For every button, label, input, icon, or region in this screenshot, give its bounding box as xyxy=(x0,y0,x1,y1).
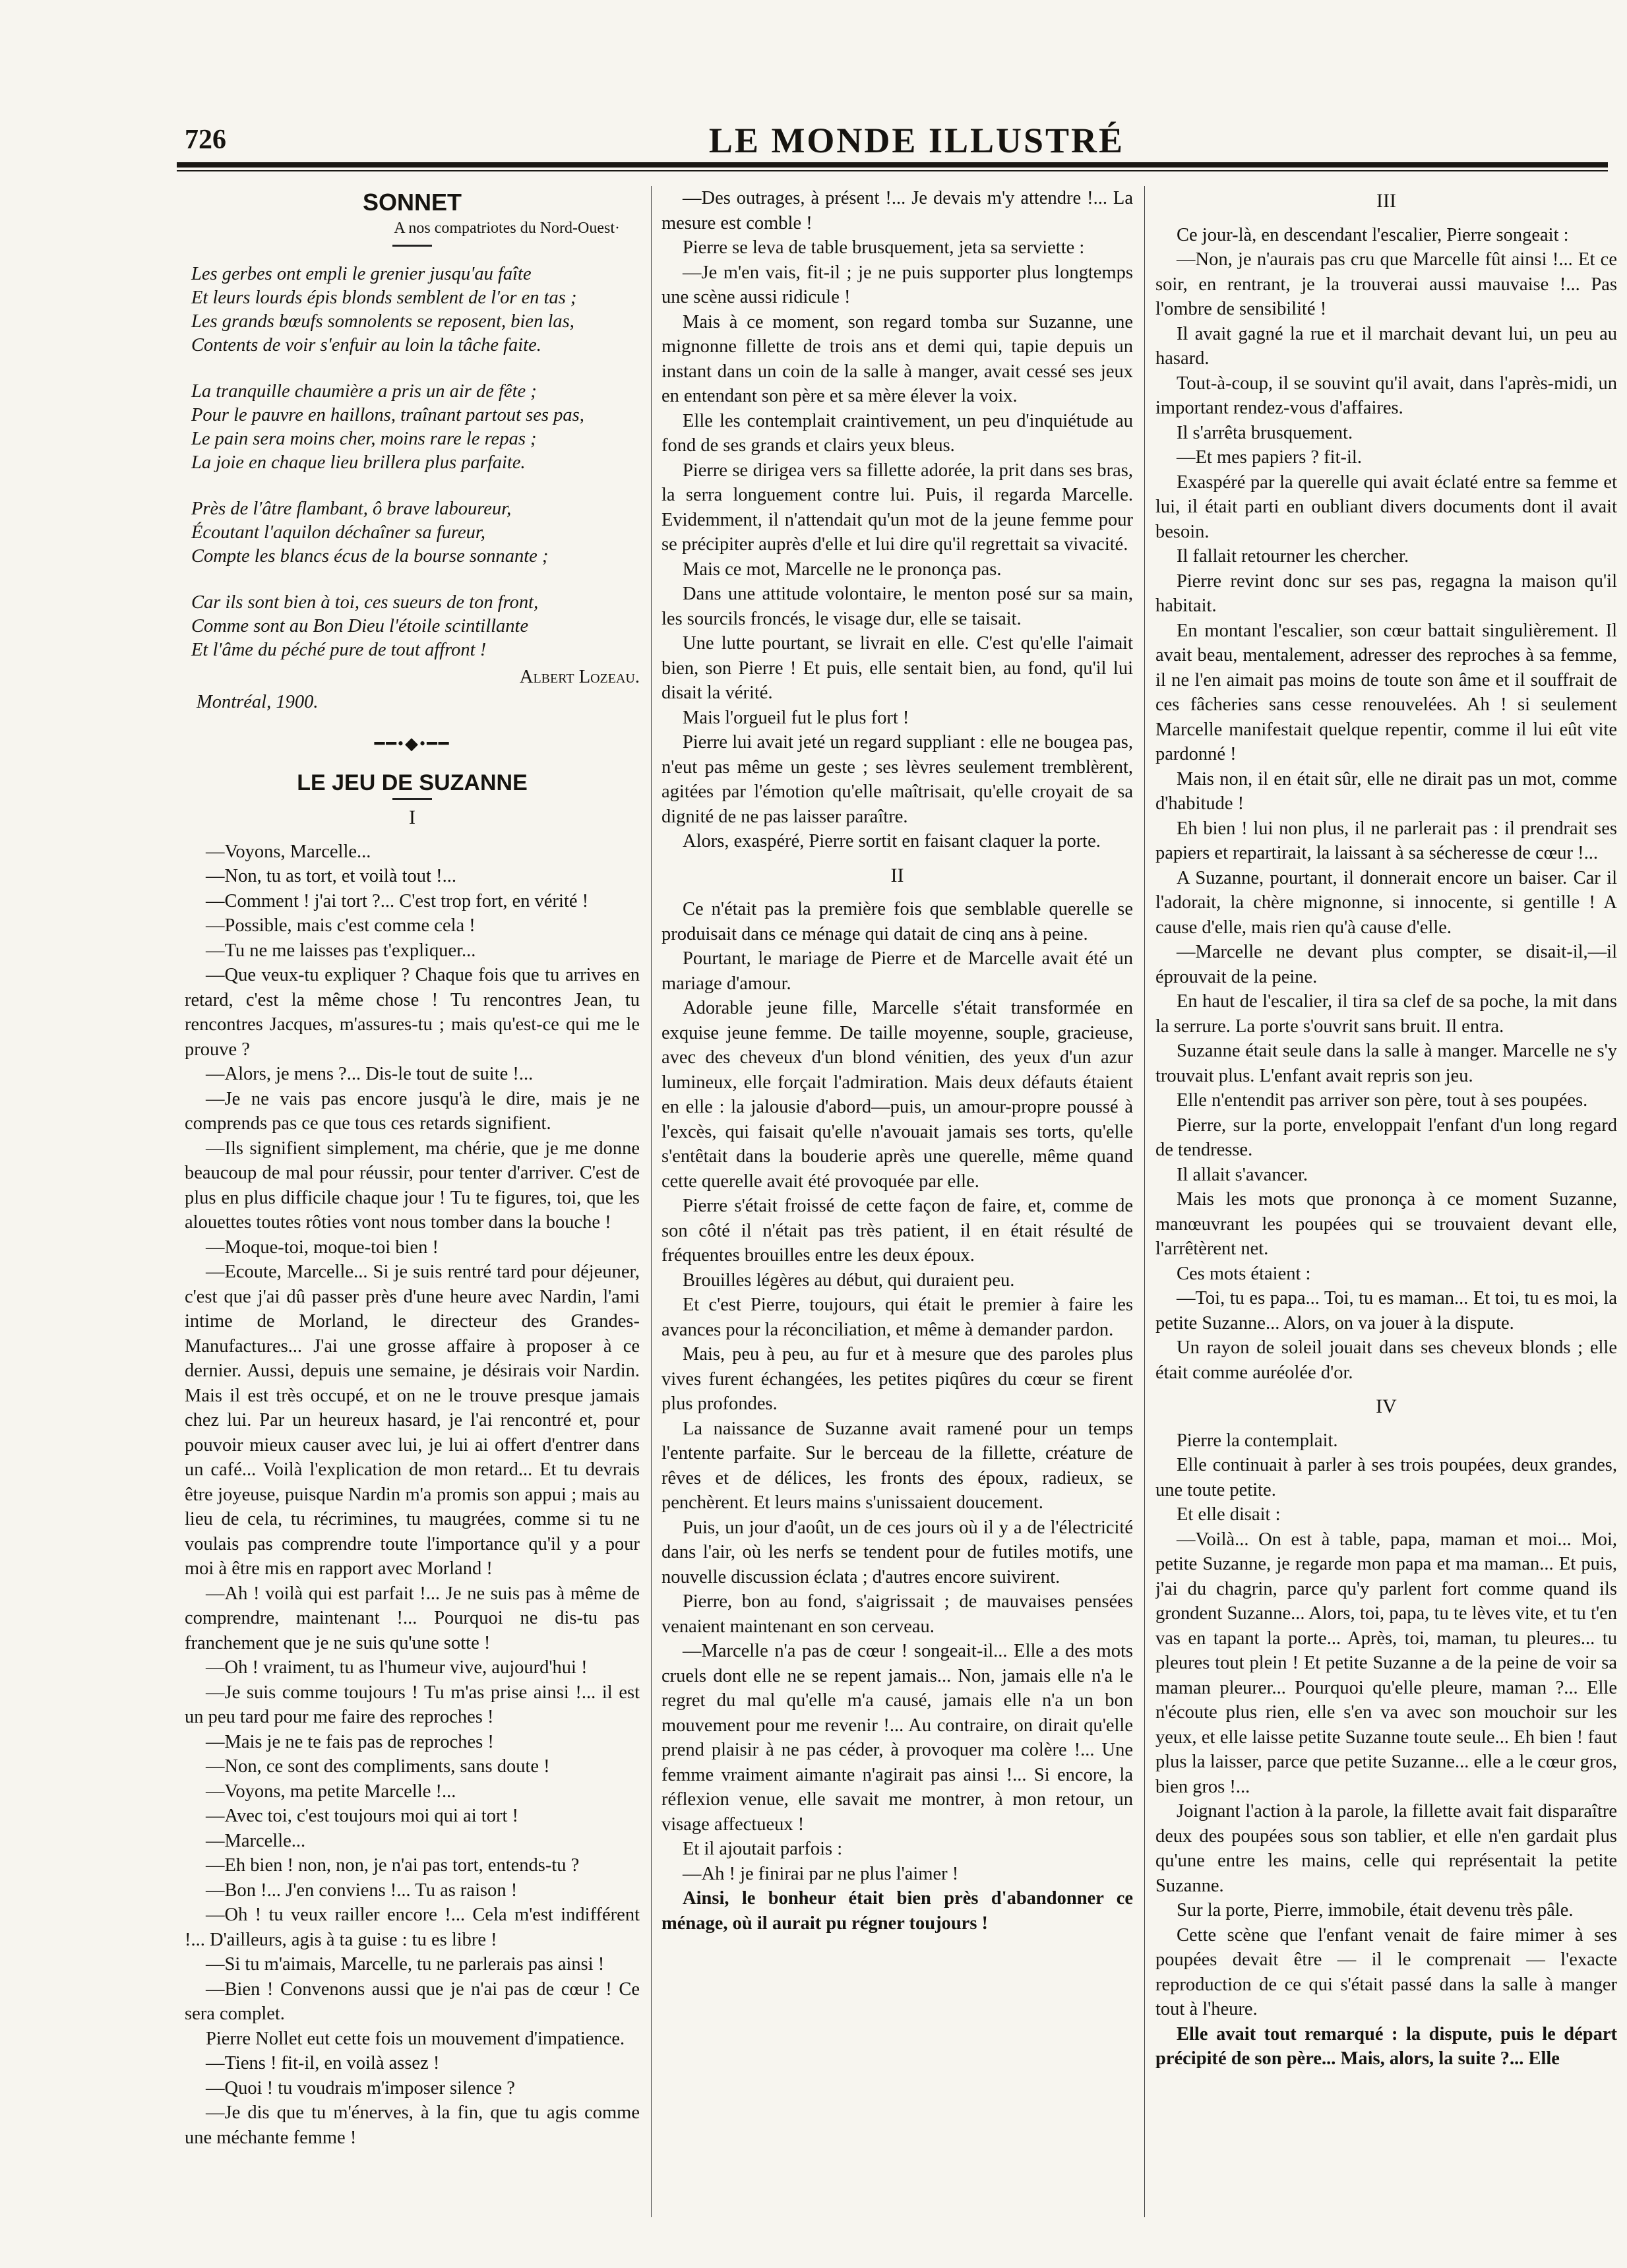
paragraph: Pierre se dirigea vers sa fillette adorée, la prit dans ses bras, la serra longuement contre lui. Puis, il regarda Marcelle. Evidemment, il n'attendait qu'un mot de la jeune femme pour se précipiter auprès d'elle et lui dire qu'il regrettait sa vivacité. xyxy=(661,460,1133,555)
verse-line: Le pain sera moins cher, moins rare le repas ; xyxy=(191,429,537,449)
stanza xyxy=(191,262,640,357)
paragraph: Elle continuait à parler à ses trois poupées, deux grandes, une toute petite. xyxy=(1155,1455,1617,1500)
paragraph: Et il ajoutait parfois : xyxy=(683,1839,843,1859)
verse-line: Et leurs lourds épis blonds semblent de l'or en tas ; xyxy=(191,288,577,308)
paragraph: Ainsi, le bonheur était bien près d'abandonner ce ménage, où il aurait pu régner toujours ! xyxy=(661,1888,1133,1934)
paragraph: Pierre la contemplait. xyxy=(1177,1430,1338,1451)
title-rule xyxy=(392,798,432,800)
section-number: III xyxy=(1376,190,1396,212)
paragraph: En montant l'escalier, son cœur battait singulièrement. Il avait beau, mentalement, adresser des reproches à sa femme, il ne l'en aimait pas moins de toute son âme et il souffrait de ces fâcheries sans cesse renouvelées. Ah ! si seulement Marcelle manifestait quelque repentir, comme il lui eût vite pardonné ! xyxy=(1155,620,1617,764)
verse-line: Et l'âme du péché pure de tout affront ! xyxy=(191,640,487,660)
story-text xyxy=(1155,1428,1617,2071)
section-number: IV xyxy=(1376,1395,1397,1417)
paragraph: —Marcelle ne devant plus compter, se disait-il,—il éprouvait de la peine. xyxy=(1155,942,1617,987)
sonnet-author: Albert Lozeau. xyxy=(519,667,640,687)
paragraph: Mais à ce moment, son regard tomba sur Suzanne, une mignonne fillette de trois ans et demi qui, tapie depuis un instant dans un coin de la salle à manger, avait cessé ses jeux en entendant son père et sa mère élever la voix. xyxy=(661,311,1133,406)
paragraph: —Voyons, ma petite Marcelle !... xyxy=(206,1781,456,1802)
paragraph: —Moque-toi, moque-toi bien ! xyxy=(206,1237,439,1258)
verse-line: Contents de voir s'enfuir au loin la tâche faite. xyxy=(191,335,541,355)
column-1 xyxy=(185,186,640,2230)
paragraph: Pierre lui avait jeté un regard suppliant : elle ne bougea pas, n'eut pas même un geste ; ses lèvres seulement tremblèrent, agitées par l'émotion qu'elle maîtrisait, qu'elle croyait de sa dignité de ne pas laisser paraître. xyxy=(661,732,1133,827)
paragraph: —Que veux-tu expliquer ? Chaque fois que tu arrives en retard, c'est la même chose ! Tu rencontres Jean, tu rencontres Jacques, m'assures-tu ; mais qu'est-ce qui me le prouve ? xyxy=(185,965,640,1060)
masthead: LE MONDE ILLUSTRÉ xyxy=(708,121,1125,160)
paragraph: —Voyons, Marcelle... xyxy=(206,841,371,862)
verse-line: Compte les blancs écus de la bourse sonnante ; xyxy=(191,546,549,567)
paragraph: Ce jour-là, en descendant l'escalier, Pierre songeait : xyxy=(1177,224,1569,245)
paragraph: Dans une attitude volontaire, le menton posé sur sa main, les sourcils froncés, le visage dur, elle se taisait. xyxy=(661,584,1133,629)
paragraph: —Et mes papiers ? fit-il. xyxy=(1177,447,1362,468)
verse-line: Comme sont au Bon Dieu l'étoile scintillante xyxy=(191,616,529,636)
column-2 xyxy=(661,186,1133,2237)
paragraph: Une lutte pourtant, se livrait en elle. C'est qu'elle l'aimait bien, son Pierre ! Et puis, elle sentait bien, au fond, qu'il lui disait la vérité. xyxy=(661,633,1133,703)
stanza xyxy=(191,380,640,475)
paragraph: Tout-à-coup, il se souvint qu'il avait, dans l'après-midi, un important rendez-vous d'affaires. xyxy=(1155,373,1617,418)
paragraph: Pourtant, le mariage de Pierre et de Marcelle avait été un mariage d'amour. xyxy=(661,948,1133,994)
verse-line: Les gerbes ont empli le grenier jusqu'au faîte xyxy=(191,264,532,284)
paragraph: —Je m'en vais, fit-il ; je ne puis supporter plus longtemps une scène aussi ridicule ! xyxy=(661,262,1133,307)
paragraph: —Je ne vais pas encore jusqu'à le dire, mais je ne comprends pas ce que tous ces retards signifient. xyxy=(185,1088,640,1134)
paragraph: —Alors, je mens ?... Dis-le tout de suite !... xyxy=(206,1064,534,1084)
column-divider xyxy=(651,186,652,2217)
column-divider xyxy=(1144,186,1145,2217)
paragraph: Mais non, il en était sûr, elle ne dirait pas un mot, comme d'habitude ! xyxy=(1155,768,1617,814)
paragraph: —Non, je n'aurais pas cru que Marcelle fût ainsi !... Et ce soir, en rentrant, je la trouverai aussi mauvaise !... Pas l'ombre de sensibilité ! xyxy=(1155,249,1617,319)
paragraph: Ces mots étaient : xyxy=(1177,1263,1311,1284)
paragraph: —Marcelle n'a pas de cœur ! songeait-il... Elle a des mots cruels dont elle ne se repent jamais... Non, jamais elle n'a le regret du mal qu'elle m'a causé, jamais elle n'a un bon mouvement pour me revenir !... Au contraire, on dirait qu'elle prend plaisir à ne pas céder, à provoquer ma colère !... Une femme vraiment aimante n'agirait pas ainsi !... Si encore, la réflexion venue, elle savait me montrer, à mon retour, un visage affectueux ! xyxy=(661,1641,1133,1835)
paragraph: —Des outrages, à présent !... Je devais m'y attendre !... La mesure est comble ! xyxy=(661,188,1133,233)
paragraph: Pierre s'était froissé de cette façon de faire, et, comme de son côté il n'était pas très patient, il en était résulté de fréquentes brouilles entre les deux époux. xyxy=(661,1196,1133,1266)
paragraph: La naissance de Suzanne avait ramené pour un temps l'entente parfaite. Sur le berceau de la fillette, créature de rêves et de délices, les fronts des époux, radieux, se penchèrent. Et leurs mains s'unissaient doucement. xyxy=(661,1418,1133,1513)
paragraph: Adorable jeune fille, Marcelle s'était transformée en exquise jeune femme. De taille moyenne, souple, gracieuse, avec des cheveux d'un blond vénitien, des yeux d'un azur lumineux, elle forçait l'admiration. Mais deux défauts étaient en elle : la jalousie d'abord—puis, un amour-propre poussé à l'excès, qui faisait qu'elle n'avouait jamais ses torts, qu'elle s'entêtait dans la bouderie après une querelle, même quand cette querelle avait été provoquée par elle. xyxy=(661,998,1133,1192)
paragraph: Cette scène que l'enfant venait de faire mimer à ses poupées devait être — il le comprenait — l'exacte reproduction de ce qui s'était passé dans la salle à manger tout à l'heure. xyxy=(1155,1924,1617,2019)
stanza xyxy=(191,497,640,568)
paragraph: Eh bien ! lui non plus, il ne parlerait pas : il prendrait ses papiers et repartirait, la laissant à sa sécheresse de cœur !... xyxy=(1155,818,1617,863)
paragraph: —Non, ce sont des compliments, sans doute ! xyxy=(206,1756,550,1777)
paragraph: Pierre, sur la porte, enveloppait l'enfant d'un long regard de tendresse. xyxy=(1155,1115,1617,1160)
story-title: LE JEU DE SUZANNE xyxy=(297,770,528,795)
paragraph: Elle avait tout remarqué : la dispute, puis le départ précipité de son père... Mais, alors, la suite ?... Elle xyxy=(1155,2023,1617,2069)
paragraph: Pierre revint donc sur ses pas, regagna la maison qu'il habitait. xyxy=(1155,570,1617,616)
paragraph: —Voilà... On est à table, papa, maman et moi... Moi, petite Suzanne, je regarde mon papa et ma maman... Et puis, j'ai du chagrin, parce qu'y parlent fort comme quand ils grondent Suzanne... Alors, toi, papa, tu te lèves vite, et tu t'en vas en tapant la porte... Après, toi, maman, tu pleures... tu pleures tout plein ! Et petite Suzanne a de la peine de voir sa maman pleurer... Pourquoi qu'elle pleure, maman ?... Elle n'écoute plus rien, elle s'en va avec son mouchoir sur les yeux, et elle laisse petite Suzanne toute seule... Eh bien ! faut plus la laisser, parce que petite Suzanne... elle a le cœur gros, bien gros !... xyxy=(1155,1529,1617,1797)
section-number: I xyxy=(409,807,415,828)
paragraph: Suzanne était seule dans la salle à manger. Marcelle ne s'y trouvait plus. L'enfant avait repris son jeu. xyxy=(1155,1041,1617,1086)
paragraph: Mais les mots que prononça à ce moment Suzanne, manœuvrant les poupées qui se trouvaient devant elle, l'arrêtèrent net. xyxy=(1155,1189,1617,1259)
paragraph: Il fallait retourner les chercher. xyxy=(1177,546,1409,567)
paragraph: —Je dis que tu m'énerves, à la fin, que tu agis comme une méchante femme ! xyxy=(185,2102,640,2148)
verse-line: Près de l'âtre flambant, ô brave laboureur, xyxy=(191,499,512,519)
story-text xyxy=(185,840,640,2151)
paragraph: A Suzanne, pourtant, il donnerait encore un baiser. Car il l'adorait, la chère mignonne, si innocente, si gentille ! A cause d'elle, mais rien qu'à cause d'elle. xyxy=(1155,867,1617,938)
paragraph: Il s'arrêta brusquement. xyxy=(1177,422,1353,443)
verse-line: La tranquille chaumière a pris un air de fête ; xyxy=(191,381,537,402)
verse-line: Car ils sont bien à toi, ces sueurs de ton front, xyxy=(191,592,539,613)
story-text xyxy=(661,897,1133,1936)
paragraph: —Comment ! j'ai tort ?... C'est trop fort, en vérité ! xyxy=(206,890,589,911)
paragraph: —Marcelle... xyxy=(206,1830,306,1851)
sonnet-title: SONNET xyxy=(362,189,462,216)
verse-line: Écoutant l'aquilon déchaîner sa fureur, xyxy=(191,522,485,543)
paragraph: Exaspéré par la querelle qui avait éclaté entre sa femme et lui, il était parti en oubliant divers documents dont il avait besoin. xyxy=(1155,472,1617,542)
paragraph: —Ils signifient simplement, ma chérie, que je me donne beaucoup de mal pour réussir, pour tenter d'arriver. C'est de plus en plus difficile chaque jour ! Tu te figures, toi, que les alouettes toutes rôties vont nous tomber dans la bouche ! xyxy=(185,1138,640,1233)
paragraph: Mais ce mot, Marcelle ne le prononça pas. xyxy=(683,559,1002,580)
paragraph: En haut de l'escalier, il tira sa clef de sa poche, la mit dans la serrure. La porte s'ouvrit sans bruit. Il entra. xyxy=(1155,991,1617,1037)
header-rule xyxy=(177,162,1608,168)
verse-line: La joie en chaque lieu brillera plus parfaite. xyxy=(191,452,526,473)
sonnet-verses xyxy=(191,262,640,662)
paragraph: Pierre, bon au fond, s'aigrissait ; de mauvaises pensées venaient maintenant en son cerveau. xyxy=(661,1591,1133,1637)
paragraph: —Non, tu as tort, et voilà tout !... xyxy=(206,866,456,886)
paragraph: —Ah ! voilà qui est parfait !... Je ne suis pas à même de comprendre, maintenant !... Pourquoi ne dis-tu pas franchement que je ne suis qu'une sotte ! xyxy=(185,1583,640,1653)
title-rule xyxy=(392,245,432,247)
paragraph: —Possible, mais c'est comme cela ! xyxy=(206,915,476,936)
paragraph: Elle n'entendit pas arriver son père, tout à ses poupées. xyxy=(1177,1090,1588,1111)
section-number: II xyxy=(890,864,904,886)
paragraph: Il avait gagné la rue et il marchait devant lui, un peu au hasard. xyxy=(1155,323,1617,369)
paragraph: Et elle disait : xyxy=(1177,1504,1281,1525)
paragraph: —Toi, tu es papa... Toi, tu es maman... Et toi, tu es moi, la petite Suzanne... Alors, on va jouer à la dispute. xyxy=(1155,1288,1617,1333)
story-text xyxy=(661,186,1133,854)
story-text xyxy=(1155,223,1617,1386)
paragraph: Elle les contemplait craintivement, un peu d'inquiétude au fond de ses grands et clairs yeux bleus. xyxy=(661,410,1133,456)
header-rule-thin xyxy=(177,170,1608,171)
stanza xyxy=(191,591,640,662)
paragraph: Un rayon de soleil jouait dans ses cheveux blonds ; elle était comme auréolée d'or. xyxy=(1155,1337,1617,1383)
paragraph: —Oh ! vraiment, tu as l'humeur vive, aujourd'hui ! xyxy=(206,1657,588,1678)
paragraph: —Je suis comme toujours ! Tu m'as prise ainsi !... il est un peu tard pour me faire des reproches ! xyxy=(185,1682,640,1727)
paragraph: Pierre se leva de table brusquement, jeta sa serviette : xyxy=(683,237,1085,258)
paragraph: Brouilles légères au début, qui duraient peu. xyxy=(683,1270,1015,1291)
paragraph: —Avec toi, c'est toujours moi qui ai tort ! xyxy=(206,1806,518,1826)
paragraph: —Ah ! je finirai par ne plus l'aimer ! xyxy=(683,1863,959,1884)
verse-line: Les grands bœufs somnolents se reposent, bien las, xyxy=(191,311,574,332)
paragraph: Puis, un jour d'août, un de ces jours où il y a de l'électricité dans l'air, où les nerfs se tendent pour de futiles motifs, une nouvelle discussion éclata ; d'autres encore suivirent. xyxy=(661,1517,1133,1587)
paragraph: Joignant l'action à la parole, la fillette avait fait disparaître deux des poupées sous son tablier, et elle n'en gardait plus qu'une entre les mains, celle qui représentait la petite Suzanne. xyxy=(1155,1801,1617,1896)
paragraph: Il allait s'avancer. xyxy=(1177,1164,1308,1185)
paragraph: —Mais je ne te fais pas de reproches ! xyxy=(206,1731,494,1752)
paragraph: —Quoi ! tu voudrais m'imposer silence ? xyxy=(206,2077,515,2099)
paragraph: —Ecoute, Marcelle... Si je suis rentré tard pour déjeuner, c'est que j'ai dû passer près d'une heure avec Nardin, l'ami intime de Morland, le directeur des Grandes-Manufactures... J'ai une grosse affaire à proposer à ce dernier. Aussi, depuis une semaine, je désirais voir Nardin. Mais il est très occupé, et on ne le trouve presque jamais chez lui. Par un heureux hasard, je l'ai rencontré et, pour pouvoir mieux causer avec lui, je lui ai offert d'entrer dans un café... Voilà l'explication de mon retard... Et tu devrais être joyeuse, puisque Nardin m'a promis son appui ; mais au lieu de cela, tu récrimines, tu maugrées, comme si tu ne voulais pas comprendre toute l'importance qu'il y a pour moi à être mis en rapport avec Morland ! xyxy=(185,1262,640,1579)
paragraph: Alors, exaspéré, Pierre sortit en faisant claquer la porte. xyxy=(683,831,1101,851)
verse-line: Pour le pauvre en haillons, traînant partout ses pas, xyxy=(191,405,584,425)
sonnet-dedication: A nos compatriotes du Nord-Ouest· xyxy=(394,219,620,237)
paragraph: Pierre Nollet eut cette fois un mouvement d'impatience. xyxy=(206,2028,625,2049)
paragraph: —Si tu m'aimais, Marcelle, tu ne parlerais pas ainsi ! xyxy=(206,1954,605,1975)
paragraph: Ce n'était pas la première fois que semblable querelle se produisait dans ce ménage qui datait de cinq ans à peine. xyxy=(661,899,1133,944)
sonnet-place: Montréal, 1900. xyxy=(197,691,319,712)
paragraph: Mais l'orgueil fut le plus fort ! xyxy=(683,707,909,728)
paragraph: Mais, peu à peu, au fur et à mesure que des paroles plus vives furent échangées, les petites piqûres du cœur se firent plus profondes. xyxy=(661,1344,1133,1414)
paragraph: —Tiens ! fit-il, en voilà assez ! xyxy=(206,2053,440,2073)
paragraph: —Tu ne me laisses pas t'expliquer... xyxy=(206,940,476,961)
paragraph: Et c'est Pierre, toujours, qui était le premier à faire les avances pour la réconciliation, et même à demander pardon. xyxy=(661,1295,1133,1340)
paragraph: —Bon !... J'en conviens !... Tu as raison ! xyxy=(206,1880,518,1901)
paragraph: Sur la porte, Pierre, immobile, était devenu très pâle. xyxy=(1177,1900,1574,1920)
paragraph: —Oh ! tu veux railler encore !... Cela m'est indifférent !... D'ailleurs, agis à ta guise : tu es libre ! xyxy=(185,1905,640,1950)
paragraph: —Bien ! Convenons aussi que je n'ai pas de cœur ! Ce sera complet. xyxy=(185,1978,640,2024)
ornament-divider: ━━•◆•━━ xyxy=(374,734,450,753)
paragraph: —Eh bien ! non, non, je n'ai pas tort, entends-tu ? xyxy=(206,1855,580,1876)
column-3 xyxy=(1155,186,1617,2237)
page-number: 726 xyxy=(185,125,226,155)
